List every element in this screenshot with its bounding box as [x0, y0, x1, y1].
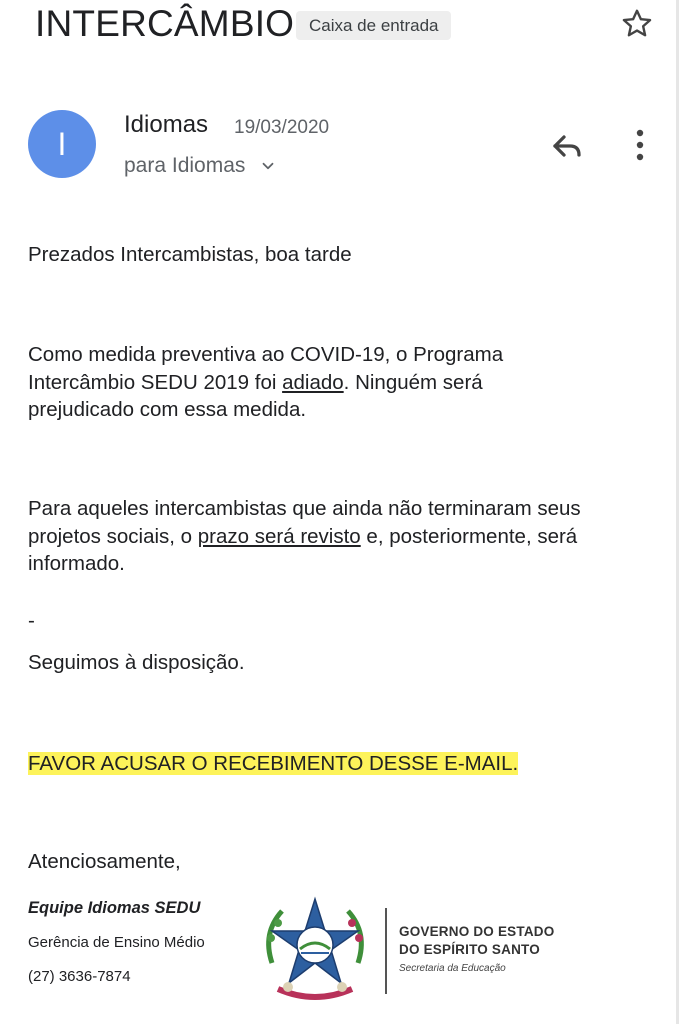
p2-text-b: e, posteriormente, será informado. — [28, 524, 578, 575]
logo-line-3: Secretaria da Educação — [399, 963, 506, 974]
greeting: Prezados Intercambistas, boa tarde — [28, 243, 352, 266]
closing-line: Seguimos à disposição. — [28, 651, 245, 674]
logo-line-1: GOVERNO DO ESTADO — [399, 924, 555, 939]
signature-phone: (27) 3636-7874 — [28, 968, 131, 985]
acknowledge-request — [28, 750, 658, 778]
dash-separator: - — [28, 609, 35, 632]
prazo-link[interactable]: prazo será revisto — [197, 524, 361, 548]
recipient-label: para Idiomas — [124, 154, 246, 177]
logo-line-2: DO ESPÍRITO SANTO — [399, 942, 540, 957]
regards: Atenciosamente, — [28, 850, 181, 873]
p1-text-b: . Ninguém será prejudicado com essa medida. — [28, 370, 483, 421]
p1-text-a: Como medida preventiva ao COVID-19, o Programa Intercâmbio SEDU 2019 foi — [28, 343, 504, 394]
adiado-link[interactable]: adiado — [282, 370, 344, 394]
sender-avatar: I — [28, 110, 96, 178]
message-date: 19/03/2020 — [234, 117, 330, 138]
state-seal-logo — [258, 893, 372, 1009]
logo-divider — [385, 908, 387, 994]
chevron-down-icon — [259, 157, 277, 175]
highlighted-text: FAVOR ACUSAR O RECEBIMENTO DESSE E-MAIL. — [28, 752, 519, 775]
reply-icon[interactable] — [549, 128, 585, 164]
paragraph-1 — [28, 341, 588, 424]
email-subject: INTERCÂMBIO — [35, 3, 295, 44]
recipient-toggle[interactable] — [124, 154, 277, 178]
more-vert-icon[interactable] — [627, 126, 653, 166]
inbox-label-chip[interactable]: Caixa de entrada — [296, 11, 451, 40]
star-icon[interactable] — [619, 6, 655, 42]
p2-text-a: Para aqueles intercambistas que ainda não terminaram seus projetos sociais, o — [28, 497, 581, 548]
paragraph-2 — [28, 495, 628, 578]
signature-team: Equipe Idiomas SEDU — [28, 899, 201, 917]
signature-department: Gerência de Ensino Médio — [28, 934, 205, 951]
sender-name: Idiomas — [124, 111, 209, 138]
